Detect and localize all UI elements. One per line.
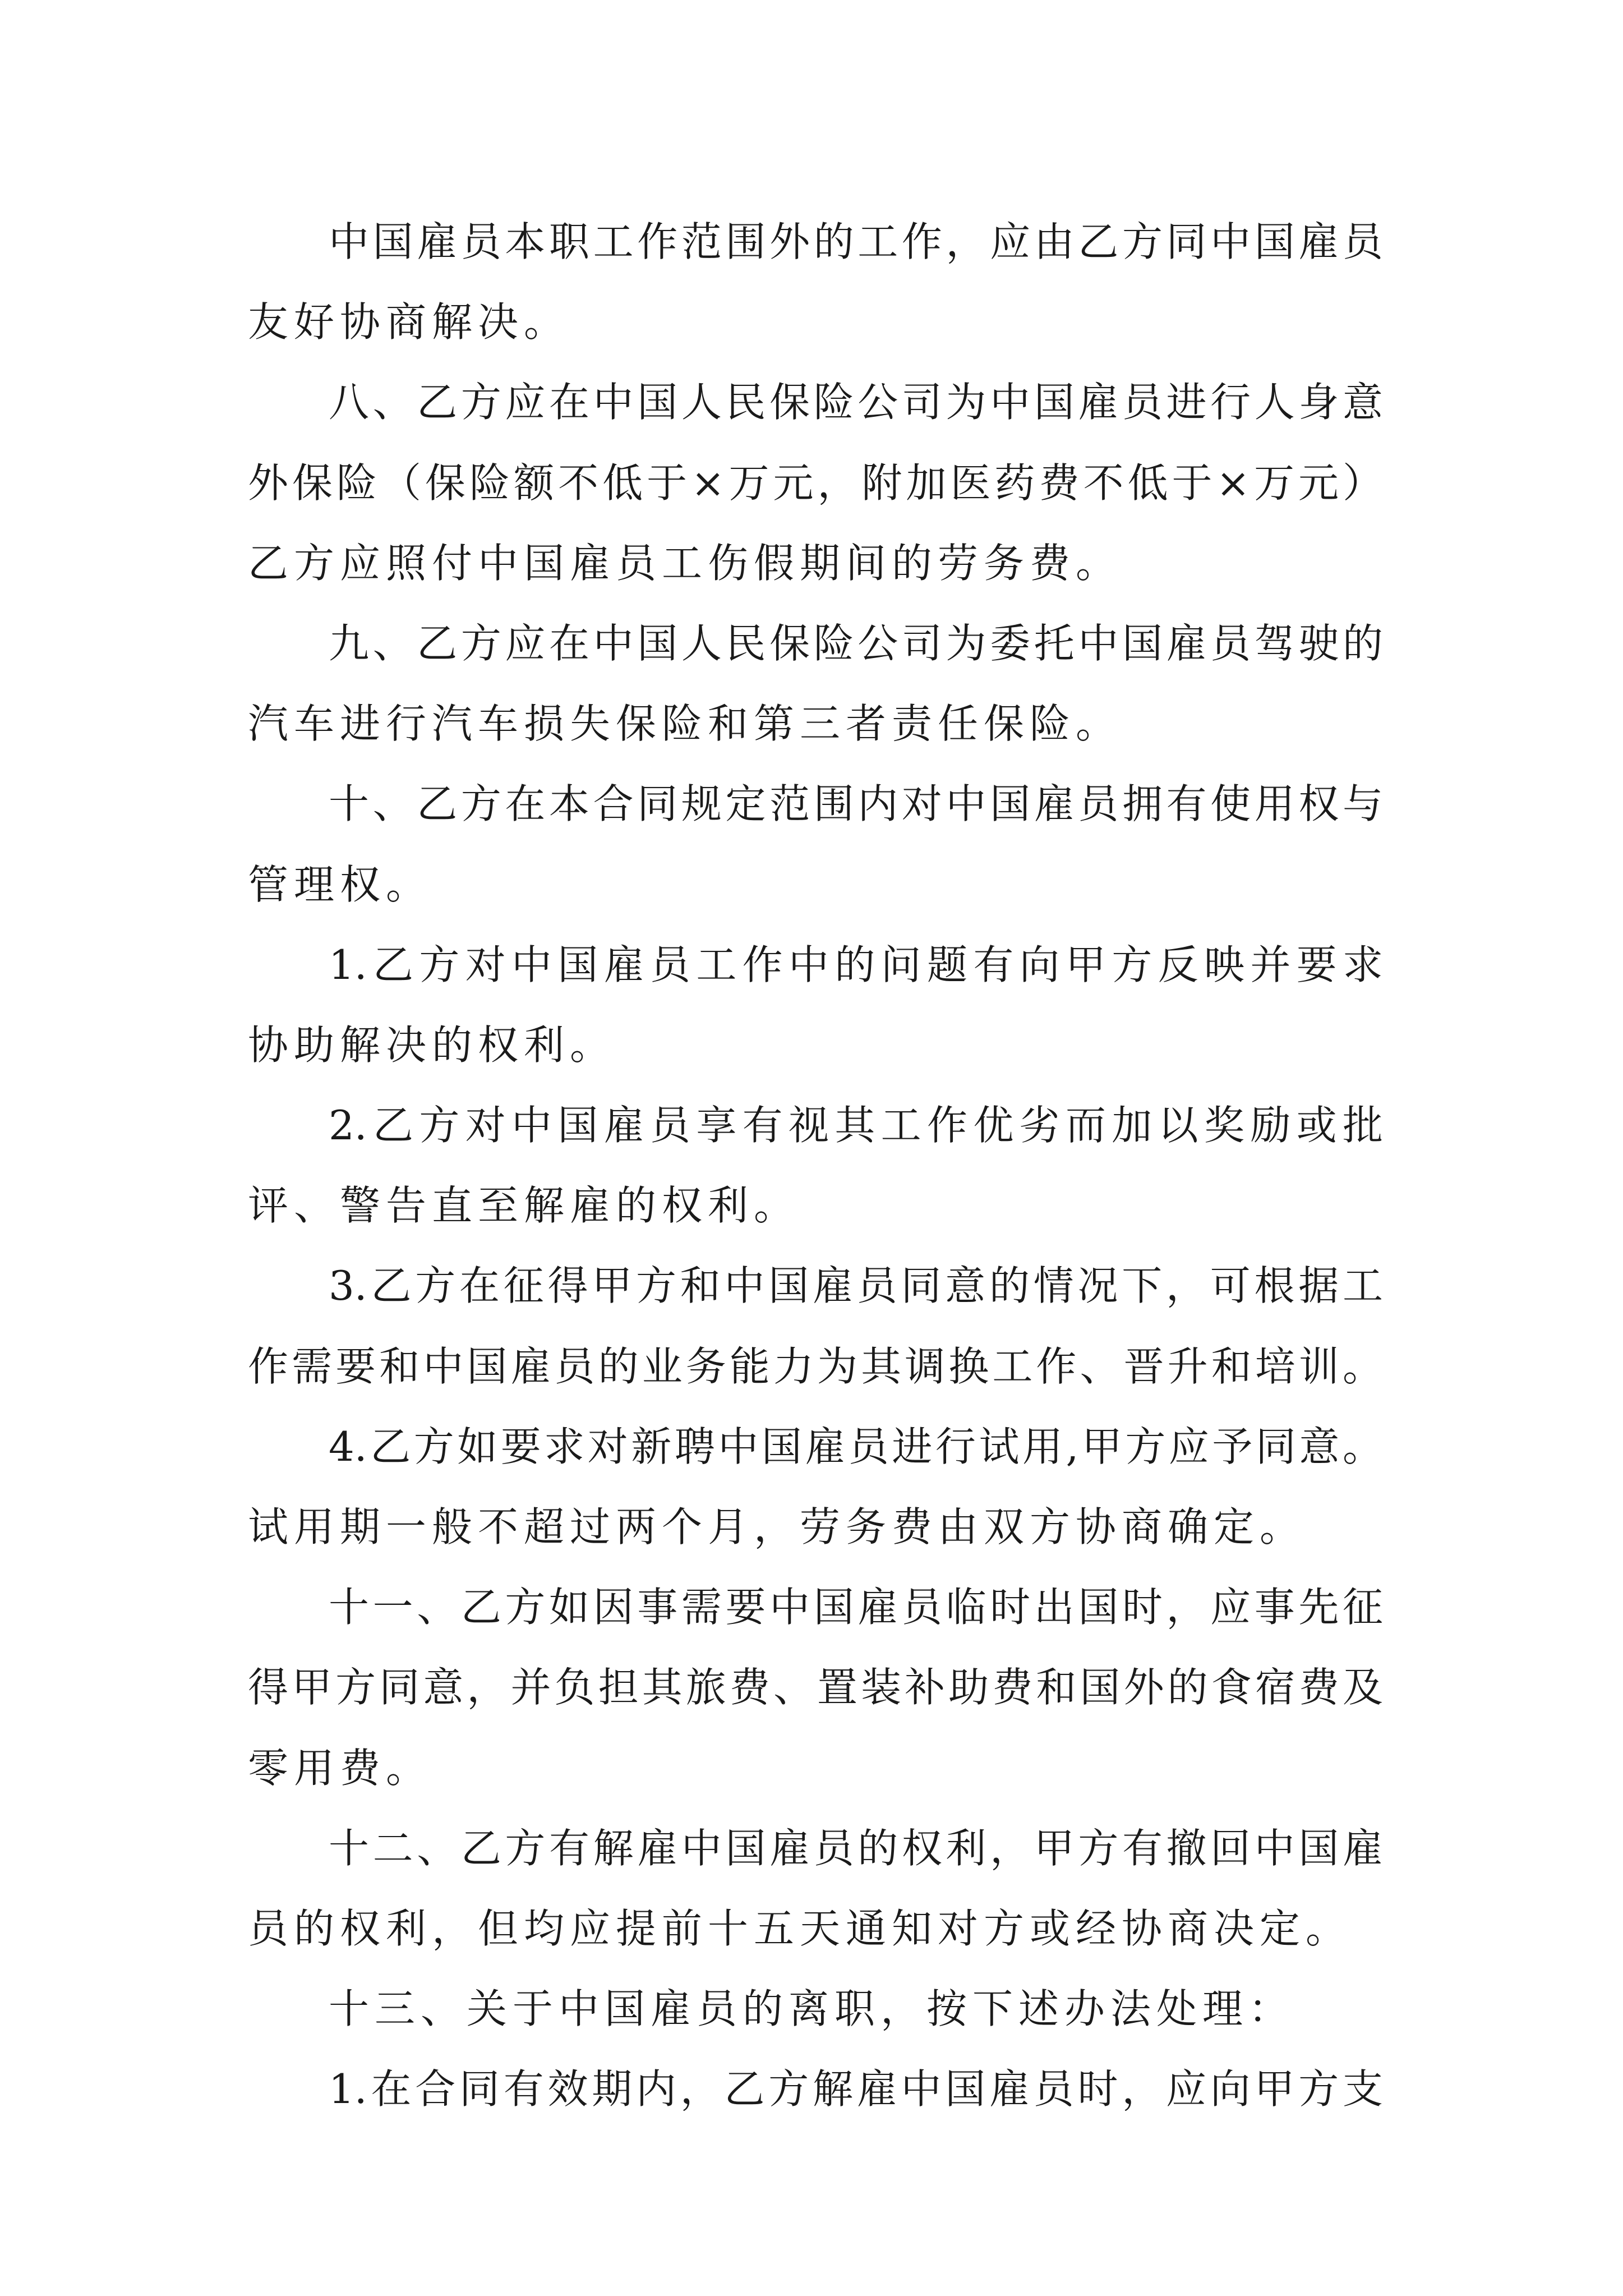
text-line: 友好协商解决。: [248, 298, 570, 346]
text-line: 2.乙方对中国雇员享有视其工作优劣而加以奖励或批: [329, 1102, 1383, 1149]
text-line: 十、乙方在本合同规定范围内对中国雇员拥有使用权与: [329, 780, 1383, 828]
text-line: 中国雇员本职工作范围外的工作，应由乙方同中国雇员: [329, 218, 1383, 265]
text-line: 十一、乙方如因事需要中国雇员临时出国时，应事先征: [329, 1584, 1383, 1631]
text-line: 管理权。: [248, 861, 432, 908]
text-line: 汽车进行汽车损失保险和第三者责任保险。: [248, 700, 1122, 748]
text-line: 九、乙方应在中国人民保险公司为委托中国雇员驾驶的: [329, 619, 1383, 667]
text-line: 乙方应照付中国雇员工伤假期间的劳务费。: [248, 539, 1122, 587]
text-line: 员的权利，但均应提前十五天通知对方或经协商决定。: [248, 1904, 1352, 1952]
text-line: 3.乙方在征得甲方和中国雇员同意的情况下，可根据工: [329, 1262, 1383, 1310]
text-line: 零用费。: [248, 1744, 432, 1792]
text-line: 4.乙方如要求对新聘中国雇员进行试用,甲方应予同意。: [329, 1423, 1383, 1470]
text-line: 1.在合同有效期内，乙方解雇中国雇员时，应向甲方支: [329, 2065, 1383, 2113]
text-line: 十二、乙方有解雇中国雇员的权利，甲方有撤回中国雇: [329, 1824, 1383, 1872]
text-line: 十三、关于中国雇员的离职，按下述办法处理：: [329, 1985, 1295, 2033]
document-body: [248, 202, 1383, 2130]
text-line: 外保险（保险额不低于×万元，附加医药费不低于×万元）: [248, 459, 1383, 507]
text-line: 评、警告直至解雇的权利。: [248, 1182, 800, 1230]
text-line: 得甲方同意，并负担其旅费、置装补助费和国外的食宿费及: [248, 1664, 1383, 1711]
text-line: 1.乙方对中国雇员工作中的问题有向甲方反映并要求: [329, 941, 1383, 988]
text-line: 八、乙方应在中国人民保险公司为中国雇员进行人身意: [329, 379, 1383, 426]
text-line: 试用期一般不超过两个月，劳务费由双方协商确定。: [248, 1503, 1306, 1550]
text-line: 协助解决的权利。: [248, 1021, 616, 1069]
text-line: 作需要和中国雇员的业务能力为其调换工作、晋升和培训。: [248, 1342, 1383, 1390]
